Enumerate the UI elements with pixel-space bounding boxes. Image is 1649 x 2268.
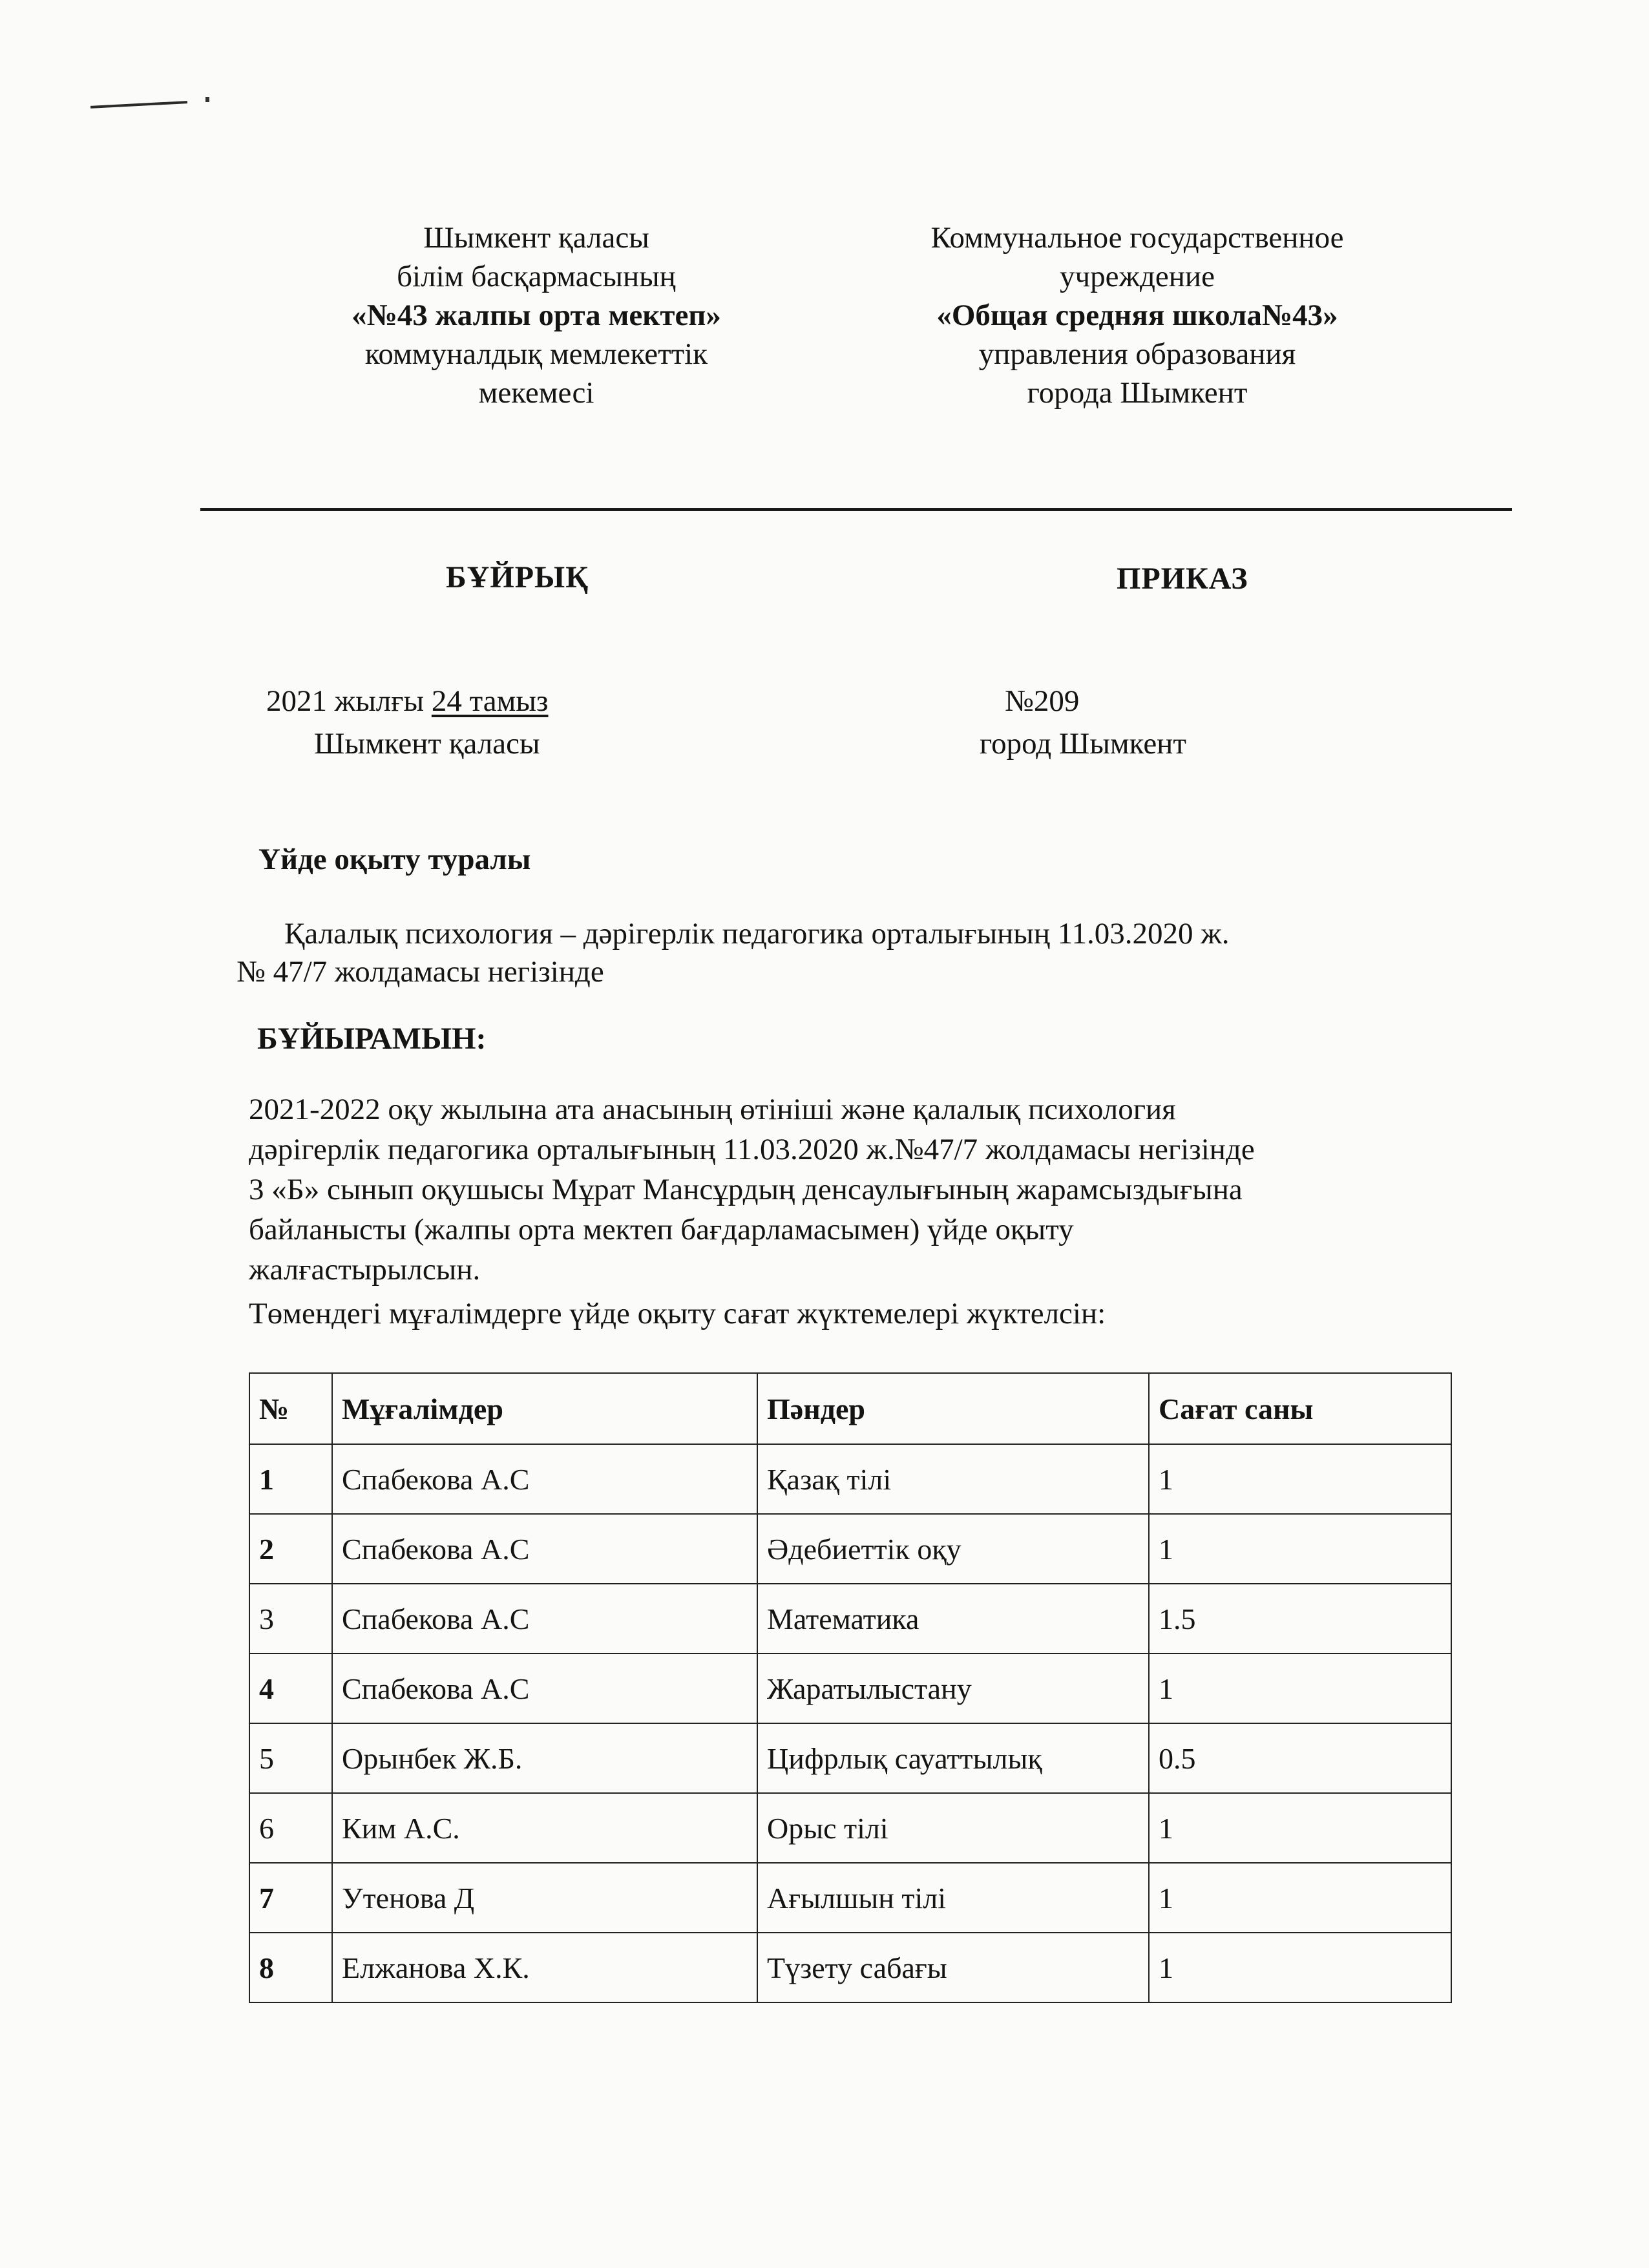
row-number: 8: [249, 1933, 332, 2002]
row-hours: 1: [1149, 1444, 1451, 1514]
header-russian-block: [879, 218, 1396, 412]
row-hours: 1: [1149, 1654, 1451, 1723]
order-date-prefix: 2021 жылғы: [266, 684, 425, 718]
scan-pen-mark: [90, 101, 187, 109]
table-row: [249, 1723, 1451, 1793]
header-subjects: Пәндер: [757, 1373, 1149, 1444]
row-hours: 1: [1149, 1863, 1451, 1933]
order-city-kazakh: Шымкент қаласы: [314, 727, 540, 761]
row-subject: Жаратылыстану: [757, 1654, 1149, 1723]
header-kz-line1: Шымкент қаласы: [423, 221, 649, 255]
header-number: №: [249, 1373, 332, 1444]
row-number: 4: [249, 1654, 332, 1723]
row-number: 6: [249, 1793, 332, 1863]
table-row: [249, 1654, 1451, 1723]
table-header-row: [249, 1373, 1451, 1444]
table-row: [249, 1933, 1451, 2002]
teaching-hours-table: [249, 1372, 1452, 2003]
scan-speck: [205, 97, 209, 102]
header-teachers: Мұғалімдер: [332, 1373, 757, 1444]
header-ru-line4: управления образования: [978, 337, 1296, 371]
row-hours: 0.5: [1149, 1723, 1451, 1793]
row-hours: 1: [1149, 1793, 1451, 1863]
order-text-line-5: жалғастырылсын.: [249, 1253, 481, 1286]
table-row: [249, 1863, 1451, 1933]
row-number: 2: [249, 1514, 332, 1584]
table-row: [249, 1584, 1451, 1654]
header-kazakh-block: [278, 218, 795, 412]
order-date-day: 24 тамыз: [431, 684, 549, 718]
order-subject: Үйде оқыту туралы: [258, 843, 531, 876]
order-text-line-2: дәрігерлік педагогика орталығының 11.03.2020 ж.№47/7 жолдамасы негізінде: [249, 1133, 1255, 1166]
header-divider: [200, 508, 1512, 511]
order-text-line-1: 2021-2022 оқу жылына ата анасының өтініші және қалалық психология: [249, 1093, 1176, 1126]
row-subject: Ағылшын тілі: [757, 1863, 1149, 1933]
row-teacher: Елжанова Х.К.: [332, 1933, 757, 2002]
row-teacher: Ким А.С.: [332, 1793, 757, 1863]
header-kz-line5: мекемесі: [478, 376, 594, 410]
order-text-line-4: байланысты (жалпы орта мектеп бағдарламасымен) үйде оқыту: [249, 1213, 1074, 1246]
row-subject: Әдебиеттік оқу: [757, 1514, 1149, 1584]
title-russian: ПРИКАЗ: [1117, 562, 1248, 596]
header-hours: Сағат саны: [1149, 1373, 1451, 1444]
table-row: [249, 1444, 1451, 1514]
order-word: БҰЙЫРАМЫН:: [257, 1022, 487, 1056]
row-teacher: Спабекова А.С: [332, 1444, 757, 1514]
order-city-russian: город Шымкент: [980, 727, 1186, 761]
order-number: №209: [1005, 684, 1080, 718]
row-number: 5: [249, 1723, 332, 1793]
order-text-line-6: Төмендегі мұғалімдерге үйде оқыту сағат жүктемелері жүктелсін:: [249, 1297, 1106, 1330]
basis-line-1: Қалалық психология – дәрігерлік педагогика орталығының 11.03.2020 ж.: [284, 917, 1230, 950]
row-teacher: Спабекова А.С: [332, 1584, 757, 1654]
basis-line-2: № 47/7 жолдамасы негізінде: [236, 955, 604, 989]
header-ru-line5: города Шымкент: [1027, 376, 1248, 410]
order-text-line-3: 3 «Б» сынып оқушысы Мұрат Мансұрдың денсаулығының жарамсыздығына: [249, 1173, 1243, 1206]
row-hours: 1.5: [1149, 1584, 1451, 1654]
row-teacher: Спабекова А.С: [332, 1654, 757, 1723]
table-row: [249, 1793, 1451, 1863]
row-subject: Түзету сабағы: [757, 1933, 1149, 2002]
title-kazakh: БҰЙРЫҚ: [446, 560, 589, 594]
row-number: 3: [249, 1584, 332, 1654]
row-hours: 1: [1149, 1514, 1451, 1584]
row-number: 7: [249, 1863, 332, 1933]
row-subject: Орыс тілі: [757, 1793, 1149, 1863]
header-kz-school-name: «№43 жалпы орта мектеп»: [352, 299, 721, 332]
header-ru-school-name: «Общая средняя школа№43»: [936, 299, 1338, 332]
header-ru-line2: учреждение: [1060, 260, 1215, 293]
row-teacher: Орынбек Ж.Б.: [332, 1723, 757, 1793]
row-subject: Цифрлық сауаттылық: [757, 1723, 1149, 1793]
row-subject: Математика: [757, 1584, 1149, 1654]
row-number: 1: [249, 1444, 332, 1514]
row-hours: 1: [1149, 1933, 1451, 2002]
row-subject: Қазақ тілі: [757, 1444, 1149, 1514]
header-ru-line1: Коммунальное государственное: [930, 221, 1344, 255]
header-kz-line2: білім басқармасының: [397, 260, 676, 293]
row-teacher: Утенова Д: [332, 1863, 757, 1933]
header-kz-line4: коммуналдық мемлекеттік: [364, 337, 708, 371]
order-date: [266, 684, 549, 719]
row-teacher: Спабекова А.С: [332, 1514, 757, 1584]
table-row: [249, 1514, 1451, 1584]
